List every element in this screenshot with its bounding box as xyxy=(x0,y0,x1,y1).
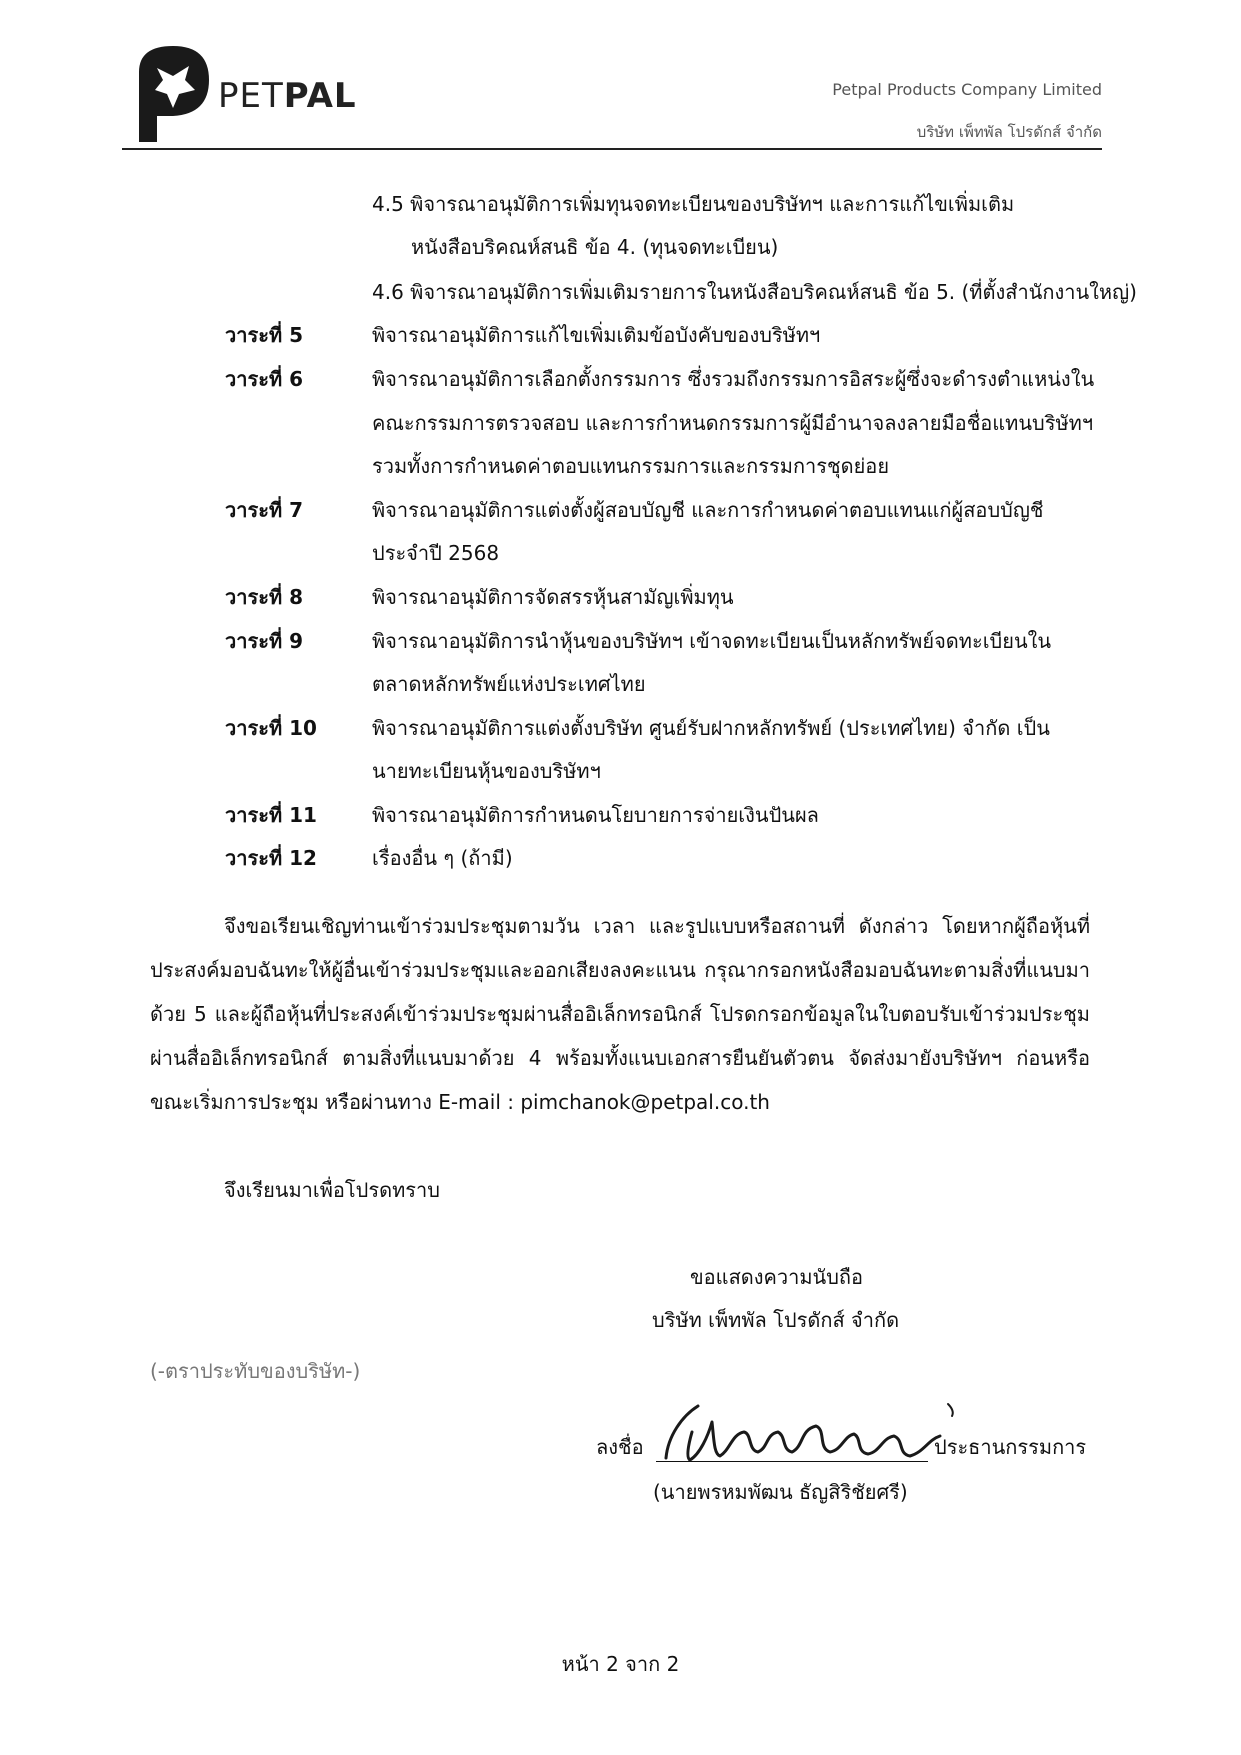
signature-line xyxy=(656,1461,928,1462)
invitation-text: จึงขอเรียนเชิญท่านเข้าร่วมประชุมตามวัน เวลา และรูปแบบหรือสถานที่ ดังกล่าว โดยหากผู้ถือหุ้นที่ประสงค์มอบฉันทะให้ผู้อื่นเข้าร่วมประชุมและออกเสียงลงคะแนน กรุณากรอกหนังสือมอบฉันทะตามสิ่งที่แนบมาด้วย 5 และผู้ถือหุ้นที่ประสงค์เข้าร่วมประชุมผ่านสื่ออิเล็กทรอนิกส์ โปรดกรอกข้อมูลในใบตอบรับเข้าร่วมประชุมผ่านสื่ออิเล็กทรอนิกส์ ตามสิ่งที่แนบมาด้วย 4 พร้อมทั้งแนบเอกสารยืนยันตัวตน จัดส่งมายังบริษัทฯ ก่อนหรือขณะเริ่มการประชุม หรือผ่านทาง E-mail : pimchanok@petpal.co.th xyxy=(150,914,1090,1114)
agenda-text: พิจารณาอนุมัติการกำหนดนโยบายการจ่ายเงินปันผล xyxy=(372,803,819,827)
agenda-label: วาระที่ 5 xyxy=(225,323,304,347)
agenda-text: นายทะเบียนหุ้นของบริษัทฯ xyxy=(372,759,601,783)
signature-company: บริษัท เพ็ทพัล โปรดักส์ จำกัด xyxy=(652,1308,900,1332)
agenda-4-5-line-1: 4.5 พิจารณาอนุมัติการเพิ่มทุนจดทะเบียนของบริษัทฯ และการแก้ไขเพิ่มเติม xyxy=(372,192,1015,216)
page-number: หน้า 2 จาก 2 xyxy=(561,1652,680,1676)
brand-part-1: PET xyxy=(218,76,284,116)
agenda-text: คณะกรรมการตรวจสอบ และการกำหนดกรรมการผู้มีอำนาจลงลายมือชื่อแทนบริษัทฯ xyxy=(372,411,1094,435)
company-name-th: บริษัท เพ็ทพัล โปรดักส์ จำกัด xyxy=(916,123,1102,141)
agenda-label: วาระที่ 8 xyxy=(225,585,304,609)
agenda-text: รวมทั้งการกำหนดค่าตอบแทนกรรมการและกรรมการชุดย่อย xyxy=(372,454,890,478)
agenda-label: วาระที่ 10 xyxy=(225,716,317,740)
agenda-label: วาระที่ 11 xyxy=(225,803,317,827)
brand-name xyxy=(218,76,357,116)
petpal-logo-icon xyxy=(133,46,213,146)
header-divider xyxy=(122,148,1102,150)
brand-part-2: PAL xyxy=(283,76,357,116)
regards-text: ขอแสดงความนับถือ xyxy=(690,1265,864,1289)
agenda-text: พิจารณาอนุมัติการจัดสรรหุ้นสามัญเพิ่มทุน xyxy=(372,585,734,609)
agenda-text: พิจารณาอนุมัติการนำหุ้นของบริษัทฯ เข้าจดทะเบียนเป็นหลักทรัพย์จดทะเบียนใน xyxy=(372,629,1052,653)
handwritten-signature xyxy=(648,1396,968,1476)
agenda-label: วาระที่ 7 xyxy=(225,498,304,522)
signer-position: ประธานกรรมการ xyxy=(934,1435,1087,1459)
agenda-text: พิจารณาอนุมัติการแต่งตั้งบริษัท ศูนย์รับฝากหลักทรัพย์ (ประเทศไทย) จำกัด เป็น xyxy=(372,716,1050,740)
agenda-label: วาระที่ 12 xyxy=(225,846,317,870)
agenda-label: วาระที่ 6 xyxy=(225,367,304,391)
agenda-text: ตลาดหลักทรัพย์แห่งประเทศไทย xyxy=(372,672,646,696)
agenda-4-5-line-2: หนังสือบริคณห์สนธิ ข้อ 4. (ทุนจดทะเบียน) xyxy=(411,235,779,259)
invitation-paragraph xyxy=(150,904,1090,1124)
closing-line: จึงเรียนมาเพื่อโปรดทราบ xyxy=(224,1178,440,1202)
agenda-text: พิจารณาอนุมัติการแต่งตั้งผู้สอบบัญชี และการกำหนดค่าตอบแทนแก่ผู้สอบบัญชี xyxy=(372,498,1044,522)
agenda-text: เรื่องอื่น ๆ (ถ้ามี) xyxy=(372,846,513,870)
company-name-en: Petpal Products Company Limited xyxy=(832,80,1102,99)
signer-name: (นายพรหมพัฒน ธัญสิริชัยศรี) xyxy=(653,1480,908,1504)
agenda-text: ประจำปี 2568 xyxy=(372,541,500,565)
company-seal-note: (-ตราประทับของบริษัท-) xyxy=(150,1359,361,1383)
sign-label: ลงชื่อ xyxy=(596,1435,644,1459)
agenda-text: พิจารณาอนุมัติการแก้ไขเพิ่มเติมข้อบังคับของบริษัทฯ xyxy=(372,323,821,347)
agenda-text: พิจารณาอนุมัติการเลือกตั้งกรรมการ ซึ่งรวมถึงกรรมการอิสระผู้ซึ่งจะดำรงตำแหน่งใน xyxy=(372,367,1095,391)
agenda-label: วาระที่ 9 xyxy=(225,629,304,653)
agenda-4-6: 4.6 พิจารณาอนุมัติการเพิ่มเติมรายการในหนังสือบริคณห์สนธิ ข้อ 5. (ที่ตั้งสำนักงานใหญ่) xyxy=(372,280,1137,304)
